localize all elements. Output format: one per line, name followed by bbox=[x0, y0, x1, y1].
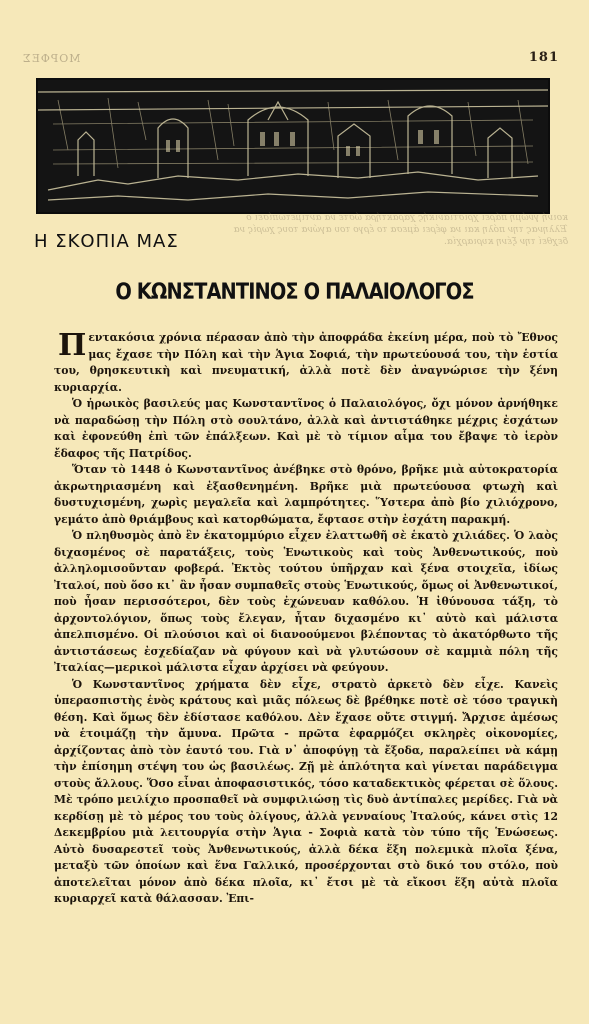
paragraph: Ὁ Κωνσταντῖνος χρήματα δὲν εἶχε, στρατὸ ἀρκετὸ δὲν εἶχε. Κανεὶς ὑπερασπιστὴς ἑνὸς κράτους καὶ μιᾶς πόλεως δὲ βρέθηκε ποτὲ σὲ τόσο τραγικὴ θέση. Καὶ ὅμως δὲν ἐδίστασε καθόλου. Δὲν ἔχασε οὔτε στιγμή. Ἄρχισε ἀμέσως νὰ ἑτοιμάζῃ τὴν ἄμυνα. Πρῶτα - πρῶτα ἐφαρμόζει σκληρὲς οἰκονομίες, ἀρχίζοντας ἀπὸ τὸν ἑαυτό του. Γιὰ ν᾽ ἀποφύγῃ τὰ ἔξοδα, παραλείπει νὰ κάμῃ τὴν ἐπίσημη στέψη του ὡς βασιλέως. Ζῇ μὲ ἁπλότητα καὶ γίνεται παράδειγμα στοὺς ἄλλους. Ὅσο εἶναι ἀποφασιστικός, τόσο καταδεκτικὸς φέρεται σὲ ὅλους. Μὲ τρόπο μειλίχιο προσπαθεῖ νὰ συμφιλιώσῃ τὶς δυὸ ἀντίπαλες μερίδες. Γιὰ νὰ κερδίσῃ μὲ τὸ μέρος του τοὺς ὀλίγους, ἀλλὰ γενναίους Ἰταλούς, κάνει στὶς 12 Δεκεμβρίου μιὰ λειτουργία στὴν Ἁγια - Σοφιὰ κατὰ τὸν τύπο τῆς Ἑνώσεως. Αὐτὸ δυσαρεστεῖ τοὺς Ἀνθενωτικούς, ἀλλὰ δέκα ἕξη πολεμικὰ πλοῖα ξένα, μεταξὺ τῶν ὁποίων καὶ ἕνα Γαλλικό, προσέρχονται στὸ δικό του στόλο, ποὺ ἀποτελεῖται μόνον ἀπὸ δέκα πλοῖα, κι᾽ ἔτσι μὲ τὰ εἴκοσι ἕξη αὐτὰ πλοῖα κυριαρχεῖ κατὰ θάλασσαν. Ἐπι- bbox=[54, 677, 558, 905]
article-body bbox=[54, 330, 558, 908]
section-label: Η ΣΚΟΠΙΑ ΜΑΣ bbox=[34, 231, 179, 252]
bleed-through-header: ΜΟΡΦΕΣ bbox=[22, 52, 81, 65]
byzantine-city-woodcut-icon bbox=[38, 80, 548, 212]
bleed-through-text: κοινή γνώμη πάρει χριστιανικής χαρακτήρα ώστε να αντιμετωπίσει ο Έλληνας την πόλη και να φέρει άμεσα το έργο του αγώνα τους χωρίς να δεχθεί την ξένη κυριαρχία. bbox=[233, 213, 568, 247]
paragraph-text: εντακόσια χρόνια πέρασαν ἀπὸ τὴν ἀποφράδα ἐκείνη μέρα, ποὺ τὸ Ἔθνος μας ἔχασε τὴν Πόλη καὶ τὴν Ἁγια Σοφιά, τὴν πρωτεύουσά του, τὴν ἑστία του, θρησκευτικὴ καὶ πνευματική, ἀλλὰ ποτὲ δὲν ἀναγνώρισε τὴν ξένη κυριαρχία. bbox=[54, 331, 558, 394]
paragraph: Ὅταν τὸ 1448 ὁ Κωνσταντῖνος ἀνέβηκε στὸ θρόνο, βρῆκε μιὰ αὐτοκρατορία ἀκρωτηριασμένη καὶ ἐξασθενημένη. Βρῆκε μιὰ πρωτεύουσα φτωχὴ καὶ δυστυχισμένη, χωρὶς μεγαλεῖα καὶ λαμπρότητες. Ὕστερα ἀπὸ βίο χιλιόχρονο, γεμάτο ἀπὸ θριάμβους καὶ κατορθώματα, ἔφτασε στὴν ἐσχάτη παρακμή. bbox=[54, 463, 558, 526]
page-number: 181 bbox=[528, 50, 559, 65]
article-title: Ο ΚΩΝΣΤΑΝΤΙΝΟΣ Ο ΠΑΛΑΙΟΛΟΓΟΣ bbox=[115, 280, 474, 305]
paragraph: Ὁ ἡρωικὸς βασιλεύς μας Κωνσταντῖνος ὁ Παλαιολόγος, ὄχι μόνον ἀρνήθηκε νὰ παραδώσῃ τὴν Πόλη στὸ σουλτάνο, ἀλλὰ καὶ ἀντιστάθηκε μέχρις ἐσχάτων καὶ ἐφονεύθη ἐπὶ τῶν ἐπάλξεων. Καὶ μὲ τὸ τίμιον αἷμα του ἔβαψε τὸ ἱερὸν ἔδαφος τῆς Πατρίδος. bbox=[54, 397, 558, 460]
header-woodcut-illustration bbox=[36, 78, 550, 214]
drop-cap: Π bbox=[58, 328, 87, 363]
paragraph: Ὁ πληθυσμὸς ἀπὸ ἓν ἑκατομμύριο εἶχεν ἐλαττωθῆ σὲ ἑκατὸ χιλιάδες. Ὁ λαὸς διχασμένος σὲ παρατάξεις, τοὺς Ἑνωτικοὺς καὶ τοὺς Ἀνθενωτικούς, ποὺ ἀλληλομισοῦνταν φοβερά. Ἐκτὸς τούτου ὑπῆρχαν καὶ ξένα στοιχεῖα, ἰδίως Ἰταλοί, ποὺ ὅσο κι᾽ ἂν ἦσαν συμπαθεῖς στοὺς Ἑνωτικούς, ὅμως οἱ Ἀνθενωτικοί, ποὺ ἦσαν περισσότεροι, δὲν τοὺς ἐχώνευαν καθόλου. Ἡ ἰθύνουσα τάξη, τὸ ἀρχοντολόγιον, ὅπως τοὺς ἔλεγαν, ἦταν διχασμένο κι᾽ αὐτὸ καὶ μάλιστα ἀπελπισμένο. Οἱ πλούσιοι καὶ οἱ διανοούμενοι βλέποντας τὸ ἀκατόρθωτο τῆς ἀντιστάσεως ἐσχεδίαζαν νὰ φύγουν καὶ νὰ γλυτώσουν σὲ καμμιὰ πόλη τῆς Ἰταλίας—μερικοὶ μάλιστα εἶχαν ἀρχίσει νὰ φεύγουν. bbox=[54, 529, 558, 674]
paragraph bbox=[54, 330, 558, 396]
